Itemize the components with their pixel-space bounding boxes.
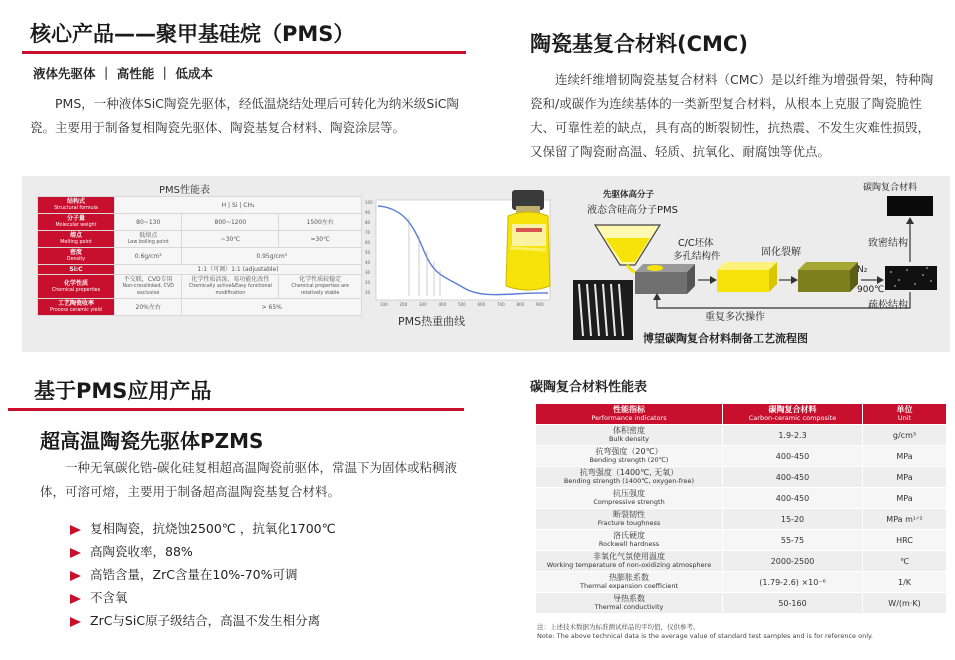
cmc-table: [535, 403, 947, 614]
apps-description: 一种无氧碳化锆-碳化硅复相超高温陶瓷前驱体，常温下为固体或粘稠液体，可溶可熔，主要用于制备超高温陶瓷基复合材料。: [40, 460, 458, 499]
process-gas: N₂: [857, 265, 868, 275]
cmc-title: 陶瓷基复合材料(CMC): [530, 32, 748, 56]
pms-row-cell: 不交联，CVD专用 Non-crosslinked, CVD exclusive: [115, 275, 182, 299]
cmc-table-row: [536, 425, 947, 446]
cmc-value: 400-450: [723, 488, 863, 509]
pms-row-label: 密度 Density: [38, 248, 115, 265]
cmc-indicator: 导热系数 Thermal conductivity: [536, 593, 723, 614]
process-repeat: 重复多次操作: [705, 312, 765, 323]
apps-title-underline: [8, 408, 464, 411]
apps-bullet: 不含氧: [70, 588, 128, 606]
tga-y-tick: 60: [365, 240, 371, 245]
pms-table-row: [38, 265, 362, 275]
pms-row-cell: H | Si | CH₃: [115, 197, 362, 214]
pms-table-title: PMS性能表: [159, 185, 211, 196]
apps-title: 基于PMS应用产品: [34, 379, 212, 403]
pms-table: [37, 196, 362, 316]
pms-title-underline: [22, 51, 466, 54]
cmc-header-2: 单位 Unit: [863, 404, 947, 425]
pms-row-cell: > 65%: [182, 299, 362, 316]
bullet-arrow-icon: [70, 594, 81, 604]
cmc-table-row: [536, 551, 947, 572]
cmc-value: 400-450: [723, 446, 863, 467]
tga-x-tick: 900: [536, 302, 544, 307]
apps-bullet: 高陶瓷收率，88%: [70, 542, 193, 560]
tga-x-tick: 200: [399, 302, 408, 307]
bullet-arrow-icon: [70, 525, 81, 535]
apps-bullet: 高锆含量，ZrC含量在10%-70%可调: [70, 565, 298, 583]
process-product: 碳陶复合材料: [863, 183, 918, 193]
process-temp: 900℃: [857, 285, 885, 295]
pms-row-label: Si:C: [38, 265, 115, 275]
pms-table-row: [38, 299, 362, 316]
pms-row-label: 分子量 Molecular weight: [38, 214, 115, 231]
pms-row-cell: 0.6g/cm³: [115, 248, 182, 265]
cmc-unit: MPa: [863, 488, 947, 509]
tga-y-tick: 10: [365, 290, 371, 295]
cmc-indicator: 非氧化气氛使用温度 Working temperature of non-oxidizing atmosphere: [536, 551, 723, 572]
cmc-value: 2000-2500: [723, 551, 863, 572]
cmc-indicator: 体积密度 Bulk density: [536, 425, 723, 446]
pms-row-cell: 800~1200: [182, 214, 279, 231]
cmc-table-row: [536, 488, 947, 509]
cmc-value: 1.9-2.3: [723, 425, 863, 446]
cmc-indicator: 热膨胀系数 Thermal expansion coefficient: [536, 572, 723, 593]
pms-row-cell: 化学性质较稳定 Chemical properties are relatively stable: [279, 275, 362, 299]
cmc-header-1: 碳陶复合材料 Carbon-ceramic composite: [723, 404, 863, 425]
pms-row-label: 结构式 Structural formula: [38, 197, 115, 214]
tga-x-tick: 700: [497, 302, 505, 307]
bullet-arrow-icon: [70, 571, 81, 581]
tga-x-tick: 400: [438, 302, 447, 307]
loose-block: [885, 266, 937, 290]
pms-row-label: 化学性质 Chemical properties: [38, 275, 115, 299]
apps-bullet: ZrC与SiC原子级结合，高温不发生相分离: [70, 611, 320, 629]
process-precursor-title: 先驱体高分子: [603, 190, 655, 200]
pms-row-cell: 0.95g/cm³: [182, 248, 362, 265]
pms-row-cell: 低熔点 Low boiling point: [115, 231, 182, 248]
cmc-table-row: [536, 593, 947, 614]
cured-block: [798, 270, 850, 292]
cmc-unit: W/(m·K): [863, 593, 947, 614]
bullet-arrow-icon: [70, 548, 81, 558]
pms-description: PMS，一种液体SiC陶瓷先驱体，经低温烧结处理后可转化为纳米级SiC陶瓷。主要用于制备复相陶瓷先驱体、陶瓷基复合材料、陶瓷涂层等。: [30, 96, 460, 135]
cmc-unit: HRC: [863, 530, 947, 551]
cmc-note-en: Note: The above technical data is the average value of standard test samples and is for reference only.: [537, 632, 873, 640]
tga-x-tick: 300: [419, 302, 427, 307]
tga-x-tick: 500: [458, 302, 466, 307]
tga-y-tick: 90: [365, 210, 371, 215]
cmc-value: 55-75: [723, 530, 863, 551]
pms-row-label: 熔点 Melting point: [38, 231, 115, 248]
cmc-header-0: 性能指标 Performance indicators: [536, 404, 723, 425]
cmc-indicator: 洛氏硬度 Rockwell hardness: [536, 530, 723, 551]
cmc-description: 连续纤维增韧陶瓷基复合材料（CMC）是以纤维为增强骨架，特种陶瓷和/或碳作为连续基体的一类新型复合材料，从根本上克服了陶瓷脆性大、可靠性差的缺点，具有高的断裂韧性，抗热震、不发生灾难性损毁，又保留了陶瓷耐高温、轻质、抗氧化、耐腐蚀等优点。: [530, 72, 934, 159]
cmc-unit: MPa: [863, 446, 947, 467]
process-title: 博望碳陶复合材料制备工艺流程图: [643, 332, 808, 345]
cmc-unit: MPa m¹ᐟ²: [863, 509, 947, 530]
process-dense: 致密结构: [868, 238, 908, 249]
tga-y-tick: 50: [365, 250, 371, 255]
pms-table-row: [38, 197, 362, 214]
cmc-table-title: 碳陶复合材料性能表: [530, 380, 648, 395]
pms-table-row: [38, 275, 362, 299]
cmc-table-row: [536, 446, 947, 467]
tga-caption: PMS热重曲线: [398, 315, 466, 328]
tga-y-tick: 80: [365, 220, 371, 225]
tga-y-tick: 100: [365, 200, 373, 205]
cmc-indicator: 抗弯强度（20℃） Bending strength (20℃): [536, 446, 723, 467]
pms-features: 液体先驱体 ｜ 高性能 ｜ 低成本: [33, 66, 213, 81]
pms-table-row: [38, 248, 362, 265]
porous-block: [635, 272, 687, 294]
process-preform: C/C坯体: [678, 238, 714, 249]
process-curing: 固化裂解: [761, 247, 801, 258]
pms-row-cell: 1500左右: [279, 214, 362, 231]
tga-y-tick: 30: [365, 270, 371, 275]
cmc-unit: g/cm³: [863, 425, 947, 446]
cmc-table-row: [536, 572, 947, 593]
process-precursor-sub: 液态含硅高分子PMS: [587, 205, 679, 216]
pms-title: 核心产品——聚甲基硅烷（PMS）: [30, 22, 355, 46]
pms-row-cell: ~30℃: [182, 231, 279, 248]
cmc-indicator: 断裂韧性 Fracture toughness: [536, 509, 723, 530]
process-porous: 多孔结构件: [673, 251, 721, 262]
bullet-arrow-icon: [70, 617, 81, 627]
cmc-value: 400-450: [723, 467, 863, 488]
cmc-value: (1.79-2.6) ×10⁻⁶: [723, 572, 863, 593]
cmc-table-row: [536, 509, 947, 530]
cmc-value: 15-20: [723, 509, 863, 530]
tga-y-tick: 40: [365, 260, 371, 265]
cmc-indicator: 抗压强度 Compressive strength: [536, 488, 723, 509]
tga-x-tick: 100: [380, 302, 388, 307]
cmc-value: 50-160: [723, 593, 863, 614]
process-diagram: [565, 180, 950, 350]
tga-x-tick: 600: [477, 302, 486, 307]
pms-table-row: [38, 231, 362, 248]
tga-y-tick: 70: [365, 230, 371, 235]
impregnated-block: [717, 270, 769, 292]
pms-row-cell: 化学性质活泼、易功能化改性 Chemically active&Easy functional modification: [182, 275, 279, 299]
pms-row-cell: ≈30℃: [279, 231, 362, 248]
tga-x-tick: 800: [516, 302, 525, 307]
cmc-unit: MPa: [863, 467, 947, 488]
pms-row-cell: 20%左右: [115, 299, 182, 316]
pms-row-cell: 80~130: [115, 214, 182, 231]
cmc-indicator: 抗弯强度（1400℃, 无氧） Bending strength (1400℃, oxygen-free): [536, 467, 723, 488]
apps-bullet: 复相陶瓷，抗烧蚀2500℃ ，抗氧化1700℃: [70, 519, 336, 537]
cmc-unit: ℃: [863, 551, 947, 572]
pms-row-label: 工艺陶瓷收率 Process ceramic yield: [38, 299, 115, 316]
pms-row-cell: 1:1（可调）1:1 (adjustable): [115, 265, 362, 275]
tga-y-tick: 20: [365, 280, 371, 285]
cmc-table-row: [536, 467, 947, 488]
pms-bottle-image: [498, 188, 558, 294]
cmc-note-cn: 注：上述技术数据为标准测试样品的平均值，仅供参考。: [537, 623, 700, 631]
apps-subtitle: 超高温陶瓷先驱体PZMS: [40, 429, 264, 453]
process-loose: 疏松结构: [868, 300, 908, 311]
pms-table-row: [38, 214, 362, 231]
cmc-unit: 1/K: [863, 572, 947, 593]
cmc-table-row: [536, 530, 947, 551]
dense-block: [887, 196, 933, 216]
